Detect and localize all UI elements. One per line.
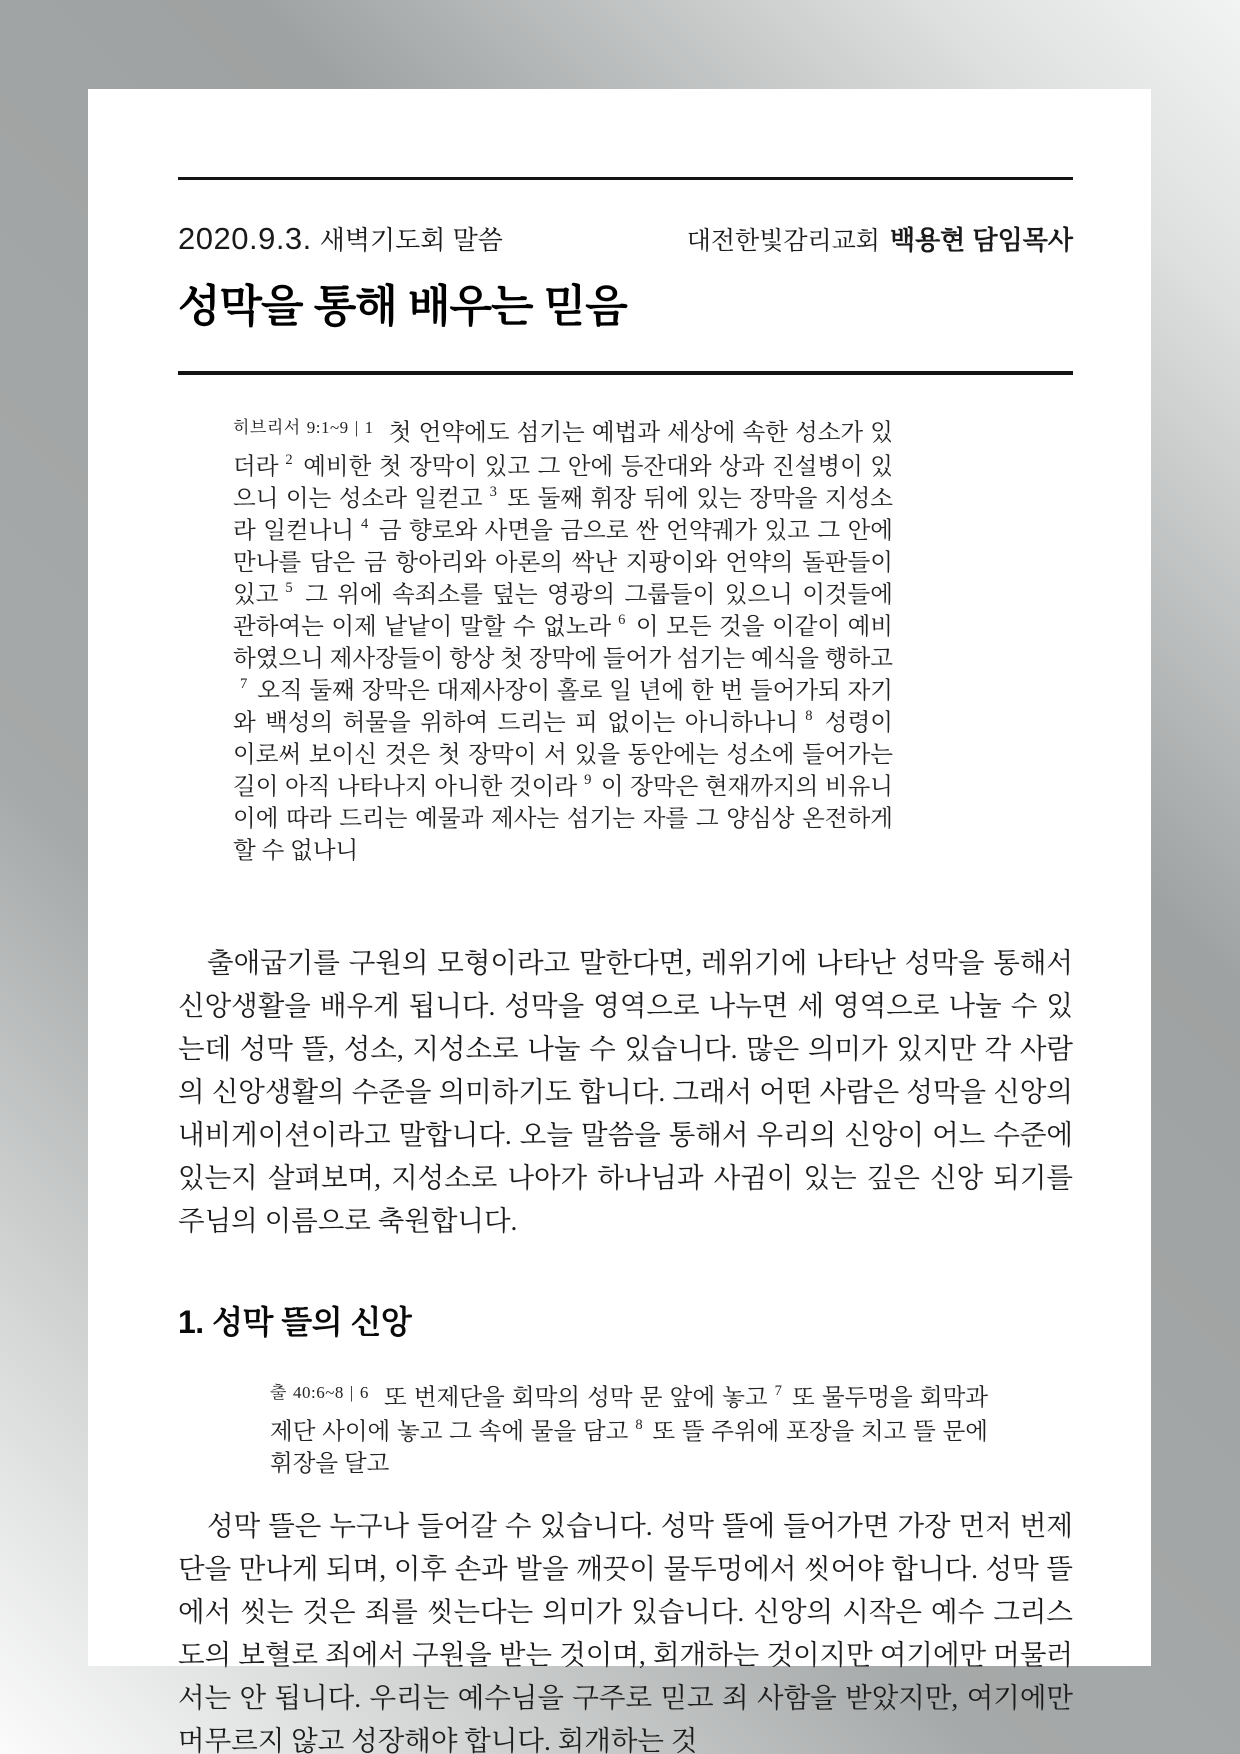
verse-number: 4 xyxy=(361,515,369,532)
scripture-passage-hebrews: $^{히브리서 9:1\sim 9 | 1}$ 첫 언약에도 섬기는 예법과 세상에 속한 성소가 있더라 $^2$ 예비한 첫 장막이 있고 그 안에 등잔대와 상과 진설병이 있으니 이는 성소라 일컫고 $^3$ 또 둘째 휘장 뒤에 있는 장막을 지성소라 일컫나니 $^4$ 금 향로와 사면을 금으로 싼 언약궤가 있고 그 안에 만나를 담은 금 항아리와 아론의 싹난 지팡이와 언약의 돌판들이 있고 $^5$ 그 위에 속죄소를 덮는 영광의 그룹들이 있으니 이것들에 관하여는 이제 낱낱이 말할 수 없노라 $^6$ 이 모든 것을 이같이 예비하였으니 제사장들이 항상 첫 장막에 들어가 섬기는 예식을 행하고$^7$ 오직 둘째 장막은 대제사장이 홀로 일 년에 한 번 들어가되 자기와 백성의 허물을 위하여 드리는 피 없이는 아니하나니 $^8$ 성령이 이로써 보이신 것은 첫 장막이 서 있을 동안에는 성소에 들어가는 길이 아직 나타나지 아니한 것이라 $^9$ 이 장막은 현재까지의 비유니 이에 따라 드리는 예물과 제사는 섬기는 자를 그 양심상 온전하게 할 수 없나니 xyxy=(233,418,894,864)
pastor-name: 백용현 담임목사 xyxy=(889,225,1073,255)
verse-number: 7 xyxy=(240,675,248,692)
top-rule xyxy=(178,177,1073,180)
verse-number: 3 xyxy=(489,483,497,500)
verse-number: 9 xyxy=(584,771,592,788)
verse-number: 5 xyxy=(285,579,293,596)
header-church-line xyxy=(687,220,1073,257)
scripture-passage-exodus: $^{출 40:6\sim 8 | 6}$ 또 번제단을 회막의 성막 문 앞에 놓고 $^7$ 또 물두멍을 회막과 제단 사이에 놓고 그 속에 물을 담고 $^8$ 또 뜰 주위에 포장을 치고 뜰 문에 휘장을 달고 xyxy=(270,1382,989,1477)
scripture-reference: 출 40:6~8 | 6 xyxy=(270,1383,369,1402)
header-date-line xyxy=(178,220,503,257)
document-page xyxy=(88,89,1151,1754)
sermon-event-label: 새벽기도회 말씀 xyxy=(319,225,503,255)
verse-number: 6 xyxy=(618,611,626,628)
verse-number: 8 xyxy=(805,707,813,724)
scripture-reference: 히브리서 9:1~9 | 1 xyxy=(233,418,374,437)
section-1-heading: 1. 성막 뜰의 신앙 xyxy=(178,1304,412,1340)
intro-paragraph: 출애굽기를 구원의 모형이라고 말한다면, 레위기에 나타난 성막을 통해서 신앙생활을 배우게 됩니다. 성막을 영역으로 나누면 세 영역으로 나눌 수 있는데 성막 뜰, 성소, 지성소로 나눌 수 있습니다. 많은 의미가 있지만 각 사람의 신앙생활의 수준을 의미하기도 합니다. 그래서 어떤 사람은 성막을 신앙의 내비게이션이라고 말합니다. 오늘 말씀을 통해서 우리의 신앙이 어느 수준에 있는지 살펴보며, 지성소로 나아가 하나님과 사귐이 있는 깊은 신앙 되기를 주님의 이름으로 축원합니다. xyxy=(178,947,1073,1236)
verse-number: 7 xyxy=(774,1382,782,1399)
church-name: 대전한빛감리교회 xyxy=(686,227,880,255)
sermon-date: 2020.9.3. xyxy=(178,221,312,256)
verse-number: 2 xyxy=(285,451,293,468)
title-rule xyxy=(178,371,1073,375)
sermon-title: 성막을 통해 배우는 믿음 xyxy=(178,282,627,331)
document-header xyxy=(178,220,1073,257)
verse-number: 8 xyxy=(635,1416,643,1433)
section-1-paragraph: 성막 뜰은 누구나 들어갈 수 있습니다. 성막 뜰에 들어가면 가장 먼저 번제단을 만나게 되며, 이후 손과 발을 깨끗이 물두멍에서 씻어야 합니다. 성막 뜰에서 씻는 것은 죄를 씻는다는 의미가 있습니다. 신앙의 시작은 예수 그리스도의 보혈로 죄에서 구원을 받는 것이며, 회개하는 것이지만 여기에만 머물러서는 안 됩니다. 우리는 예수님을 구주로 믿고 죄 사함을 받았지만, 여기에만 머무르지 않고 성장해야 합니다. 회개하는 것 xyxy=(178,1510,1073,1754)
